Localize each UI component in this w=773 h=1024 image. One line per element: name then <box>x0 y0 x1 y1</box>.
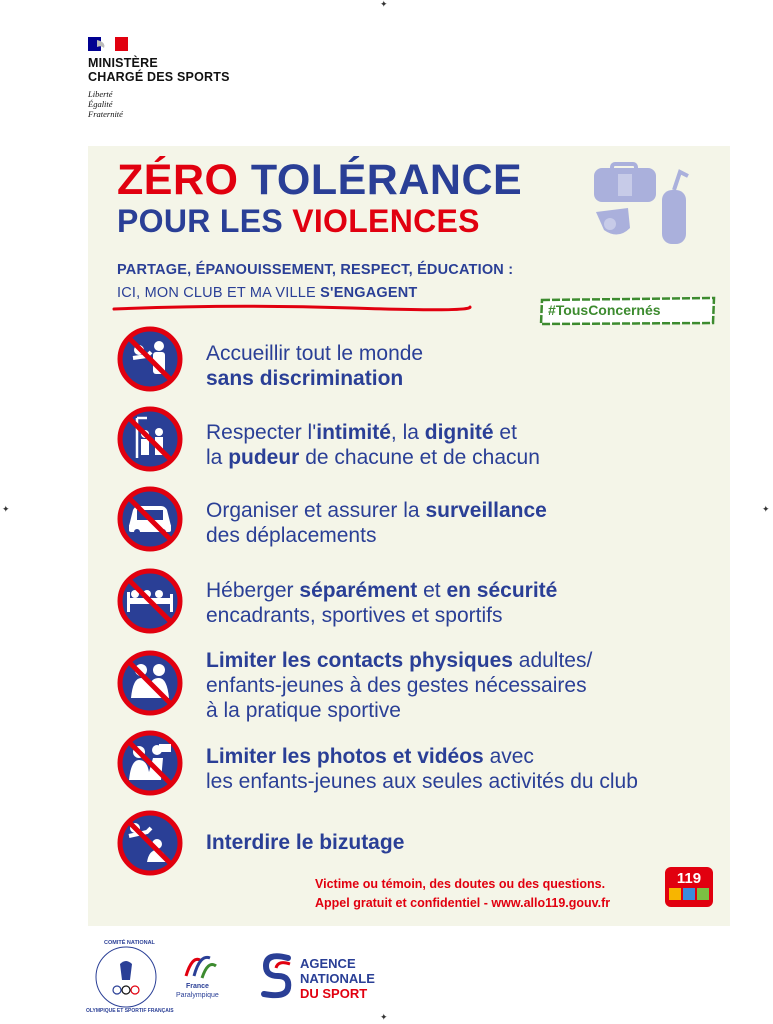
item-welcome: Accueillir tout le monde sans discrimination <box>206 342 424 390</box>
registration-mark-left: ✦ <box>2 505 10 515</box>
item-photos: Limiter les photos et vidéos avec les enfants-jeunes aux seules activités du club <box>206 745 638 793</box>
main-title: ZÉRO TOLÉRANCE <box>117 156 523 204</box>
marianne-logo <box>88 37 128 51</box>
main-title-line2: POUR LES VIOLENCES <box>117 203 480 239</box>
no-discrimination-icon <box>117 326 183 392</box>
item-lodging: Héberger séparément et en sécurité encadrants, sportives et sportifs <box>206 579 558 627</box>
helpline-line2: Appel gratuit et confidentiel - www.allo119.gouv.fr <box>315 896 611 910</box>
red-underline <box>112 303 472 315</box>
paralympique-text1: France <box>186 983 209 990</box>
ministry-name: MINISTÈRE CHARGÉ DES SPORTS <box>88 56 230 84</box>
hashtag-text: #TousConcernés <box>548 302 661 318</box>
helpline-119-number: 119 <box>676 870 702 887</box>
cnosf-logo <box>86 944 166 1010</box>
registration-mark-bottom: ✦ <box>380 1013 388 1023</box>
photo-video-icon <box>117 730 183 796</box>
paralympique-text2: Paralympique <box>176 992 219 999</box>
paralympique-logo <box>180 946 220 984</box>
cnosf-bottom-text: OLYMPIQUE ET SPORTIF FRANÇAIS <box>86 1008 174 1014</box>
no-shower-intrusion-icon <box>117 406 183 472</box>
registration-mark-top: ✦ <box>380 0 388 10</box>
helpline-line1: Victime ou témoin, des doutes ou des questions. <box>315 877 606 891</box>
registration-mark-right: ✦ <box>762 505 770 515</box>
cnosf-top-text: COMITÉ NATIONAL <box>104 940 155 946</box>
item-travel: Organiser et assurer la surveillance des déplacements <box>206 499 547 547</box>
item-hazing: Interdire le bizutage <box>206 831 405 854</box>
badge-detail-icon <box>669 888 709 902</box>
physical-contact-icon <box>117 650 183 716</box>
item-contact: Limiter les contacts physiques adultes/ enfants-jeunes à des gestes nécessaires à la pratique sportive <box>206 649 593 722</box>
commitment-line: ICI, MON CLUB ET MA VILLE S'ENGAGENT <box>117 285 418 301</box>
hazing-icon <box>117 810 183 876</box>
ans-logo <box>258 950 296 1002</box>
sports-equipment-icon <box>588 160 708 250</box>
values-line: PARTAGE, ÉPANOUISSEMENT, RESPECT, ÉDUCATION : <box>117 262 514 278</box>
item-respect: Respecter l'intimité, la dignité et la pudeur de chacune et de chacun <box>206 421 540 469</box>
lodging-icon <box>117 568 183 634</box>
ans-name: AGENCE NATIONALE DU SPORT <box>300 956 375 1001</box>
car-travel-icon <box>117 486 183 552</box>
republic-motto: Liberté Égalité Fraternité <box>88 89 123 119</box>
